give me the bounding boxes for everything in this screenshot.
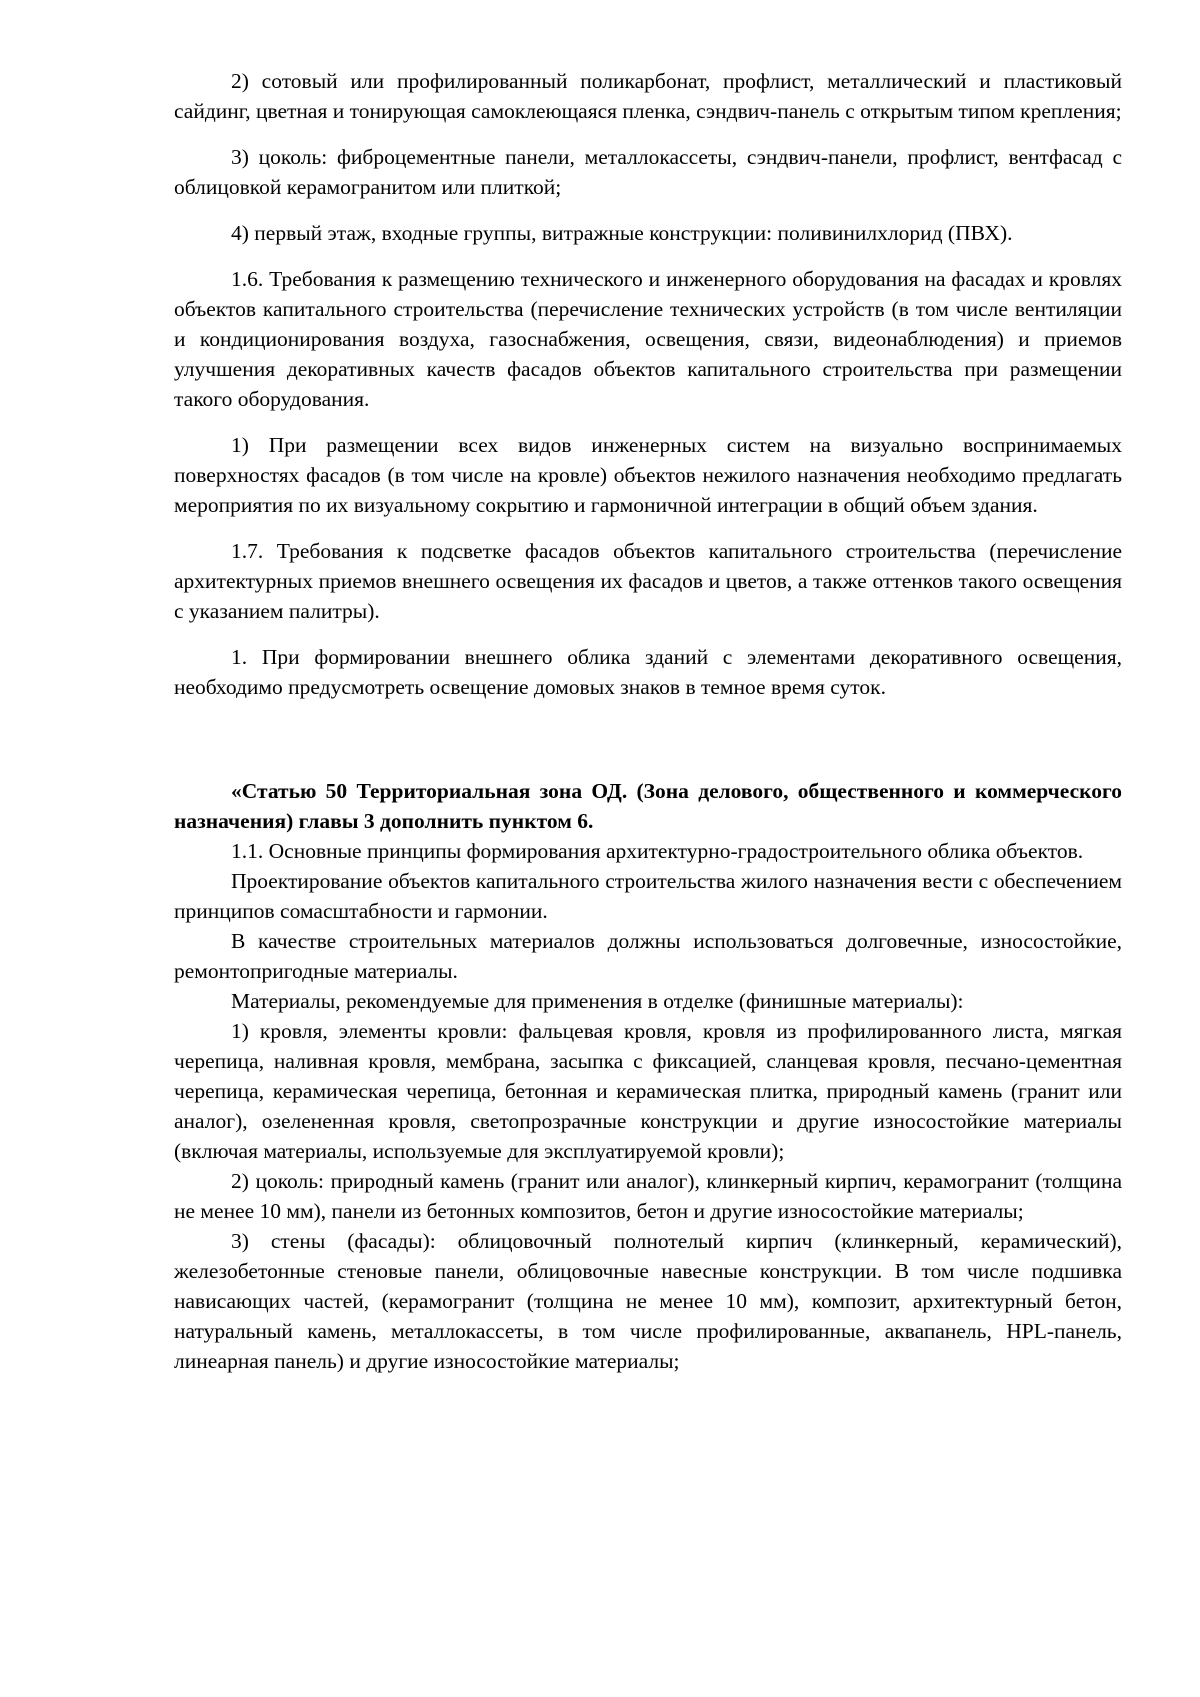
paragraph-engineering-systems: 1) При размещении всех видов инженерных систем на визуально воспринимаемых поверхностях фасадов (в том числе на кровле) объектов нежилого назначения необходимо предлагать мероприятия по их визуальному сокрытию и гармоничной интеграции в общий объем здания.: [174, 433, 1122, 517]
section-materials-tail: [174, 66, 1122, 702]
section-article-50: [174, 776, 1122, 1376]
paragraph-plinth: 2) цоколь: природный камень (гранит или аналог), клинкерный кирпич, керамогранит (толщина не менее 10 мм), панели из бетонных композитов, бетон и другие износостойкие материалы;: [174, 1169, 1122, 1223]
paragraph-roofing: 1) кровля, элементы кровли: фальцевая кровля, кровля из профилированного листа, мягкая черепица, наливная кровля, мембрана, засыпка с фиксацией, сланцевая кровля, песчано-цементная черепица, керамическая черепица, бетонная и керамическая плитка, природный камень (гранит или аналог), озелененная кровля, светопрозрачные конструкции и другие износостойкие материалы (включая материалы, используемые для эксплуатируемой кровли);: [174, 1019, 1122, 1163]
paragraph-1-7-lighting: 1.7. Требования к подсветке фасадов объектов капитального строительства (перечисление архитектурных приемов внешнего освещения их фасадов и цветов, а также оттенков такого освещения с указанием палитры).: [174, 539, 1122, 623]
paragraph-design-harmony: Проектирование объектов капитального строительства жилого назначения вести с обеспечением принципов сомасштабности и гармонии.: [174, 869, 1122, 923]
paragraph-finishing-materials: Материалы, рекомендуемые для применения в отделке (финишные материалы):: [231, 989, 964, 1013]
paragraph-plinth-materials: 3) цоколь: фиброцементные панели, металлокассеты, сэндвич-панели, профлист, вентфасад с облицовкой керамогранитом или плиткой;: [174, 145, 1122, 199]
document-page: [174, 66, 1122, 1376]
paragraph-1-6-equipment: 1.6. Требования к размещению технического и инженерного оборудования на фасадах и кровлях объектов капитального строительства (перечисление технических устройств (в том числе вентиляции и кондиционирования воздуха, газоснабжения, освещения, связи, видеонаблюдения) и приемов улучшения декоративных качеств фасадов объектов капитального строительства при размещении такого оборудования.: [174, 267, 1122, 411]
paragraph-durable-materials: В качестве строительных материалов должны использоваться долговечные, износостойкие, ремонтопригодные материалы.: [174, 929, 1122, 983]
paragraph-1-1-principles: 1.1. Основные принципы формирования архитектурно-градостроительного облика объектов.: [231, 839, 1084, 863]
paragraph-facade-materials: 2) сотовый или профилированный поликарбонат, профлист, металлический и пластиковый сайдинг, цветная и тонирующая самоклеющаяся пленка, сэндвич-панель с открытым типом крепления;: [174, 69, 1122, 123]
paragraph-first-floor: 4) первый этаж, входные группы, витражные конструкции: поливинилхлорид (ПВХ).: [231, 221, 1013, 245]
paragraph-walls: 3) стены (фасады): облицовочный полнотелый кирпич (клинкерный, керамический), железобетонные стеновые панели, облицовочные навесные конструкции. В том числе подшивка нависающих частей, (керамогранит (толщина не менее 10 мм), композит, архитектурный бетон, натуральный камень, металлокассеты, в том числе профилированные, аквапанель, HPL-панель, линеарная панель) и другие износостойкие материалы;: [174, 1229, 1122, 1373]
paragraph-decorative-lighting: 1. При формировании внешнего облика зданий с элементами декоративного освещения, необходимо предусмотреть освещение домовых знаков в темное время суток.: [174, 645, 1122, 699]
article-heading: «Статью 50 Территориальная зона ОД. (Зона делового, общественного и коммерческого назначения) главы 3 дополнить пунктом 6.: [174, 779, 1122, 833]
